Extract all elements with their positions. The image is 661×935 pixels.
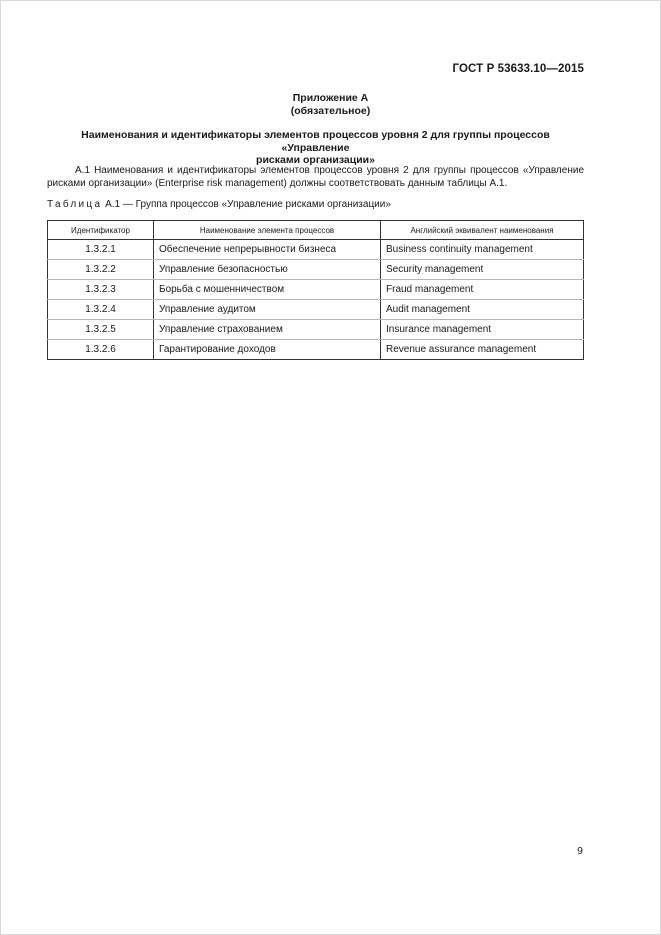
cell-name: Обеспечение непрерывности бизнеса	[154, 240, 381, 260]
cell-id: 1.3.2.2	[48, 260, 154, 280]
table-caption	[47, 199, 391, 210]
table-row	[48, 340, 584, 360]
cell-name: Борьба с мошенничеством	[154, 280, 381, 300]
cell-english: Audit management	[381, 300, 584, 320]
table-row	[48, 260, 584, 280]
annex-heading-line-1: Наименования и идентификаторы элементов процессов уровня 2 для группы процессов «Управление	[81, 129, 550, 154]
cell-english: Revenue assurance management	[381, 340, 584, 360]
table-row	[48, 300, 584, 320]
cell-id: 1.3.2.1	[48, 240, 154, 260]
process-table	[47, 220, 584, 360]
annex-heading-line-2: рисками организации»	[256, 154, 375, 166]
column-header-id: Идентификатор	[48, 221, 154, 240]
column-header-english: Английский эквивалент наименования	[381, 221, 584, 240]
table-header-row	[48, 221, 584, 240]
cell-name: Гарантирование доходов	[154, 340, 381, 360]
annex-title: Приложение А	[292, 92, 369, 104]
cell-english: Business continuity management	[381, 240, 584, 260]
cell-english: Security management	[381, 260, 584, 280]
annex-heading	[50, 129, 581, 167]
cell-name: Управление страхованием	[154, 320, 381, 340]
cell-english: Fraud management	[381, 280, 584, 300]
body-paragraph: А.1 Наименования и идентификаторы элементов процессов уровня 2 для группы процессов «Управление рисками организации» (Enterprise risk management) должны соответствовать данным таблицы А.1.	[47, 165, 584, 190]
table-caption-text: А.1 — Группа процессов «Управление рисками организации»	[102, 199, 391, 210]
page-number: 9	[577, 845, 583, 857]
table-row	[48, 280, 584, 300]
cell-id: 1.3.2.6	[48, 340, 154, 360]
annex-status: (обязательное)	[290, 105, 371, 117]
cell-name: Управление аудитом	[154, 300, 381, 320]
cell-id: 1.3.2.4	[48, 300, 154, 320]
cell-id: 1.3.2.5	[48, 320, 154, 340]
table-row	[48, 320, 584, 340]
cell-id: 1.3.2.3	[48, 280, 154, 300]
annex-title-block	[0, 92, 661, 118]
column-header-name: Наименование элемента процессов	[154, 221, 381, 240]
cell-english: Insurance management	[381, 320, 584, 340]
cell-name: Управление безопасностью	[154, 260, 381, 280]
document-code: ГОСТ Р 53633.10—2015	[452, 63, 584, 75]
table-caption-prefix: Таблица	[47, 199, 103, 210]
table-row	[48, 240, 584, 260]
